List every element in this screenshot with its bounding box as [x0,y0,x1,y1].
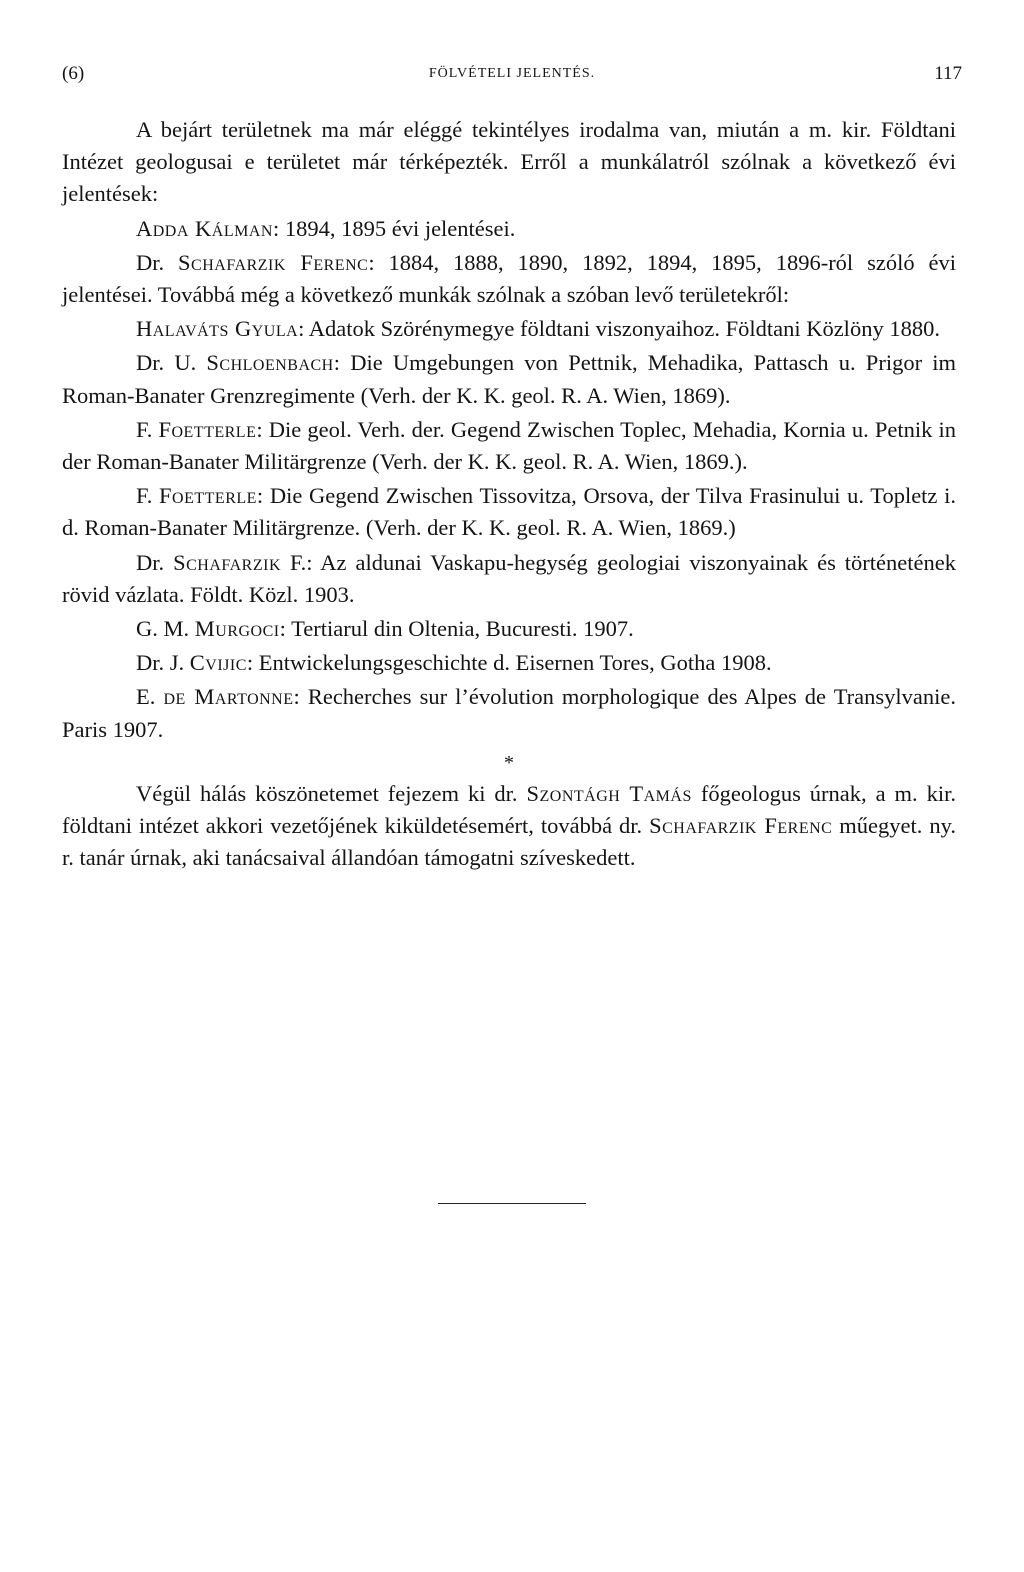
reference-entry [62,347,956,411]
reference-text: : 1894, 1895 évi jelentései. [272,215,516,241]
reference-text: : Recherches sur l’évolution morphologique des Alpes de Transylvanie. Paris 1907. [62,684,956,742]
reference-entry [62,647,956,679]
reference-author: de Martonne [163,684,294,710]
reference-entry [62,414,956,478]
reference-text: : Die geol. Verh. der. Gegend Zwischen Toplec, Mehadia, Kornia u. Petnik in der Roman-Banater Militärgrenze (Verh. der K. K. geol. R. A. Wien, 1869.). [62,416,956,475]
reference-text: : Tertiarul din Oltenia, Bucuresti. 1907. [279,616,634,642]
reference-text: : 1884, 1888, 1890, 1892, 1894, 1895, 1896-ról szóló évi jelentései. Továbbá még a következő munkák szólnak a szóban levő területekről: [62,249,956,308]
reference-author: Schafarzik [173,549,281,575]
reference-prefix: Dr. U. [136,350,207,376]
reference-entry [62,613,956,645]
reference-prefix: F. [136,416,159,442]
closing-text-1: Végül hálás köszönetemet fejezem ki dr. [136,780,527,806]
closing-text-2: főgeologus úrnak, a m. kir. földtani intézet akkori vezetőjének kiküldetésemért, továbbá dr. [62,780,956,839]
reference-entry [62,480,956,544]
reference-prefix: Dr. J. [136,650,190,676]
reference-entry [62,313,956,345]
reference-entry [62,681,956,745]
reference-text: : Die Umgebungen von Pettnik, Mehadika, Pattasch u. Prigor im Roman-Banater Grenzregimente (Verh. der K. K. geol. R. A. Wien, 1869). [62,350,957,408]
running-title: FÖLVÉTELI JELENTÉS. [428,66,596,81]
closing-name-1: Szontágh Tamás [526,780,692,806]
reference-entry [62,213,956,245]
reference-prefix: Dr. [136,249,179,275]
reference-author: Schafarzik Ferenc [178,249,369,275]
reference-text: F.: Az aldunai Vaskapu-hegység geologiai viszonyainak és történetének rövid vázlata. Földt. Közl. 1903. [62,549,957,607]
reference-text: : Adatok Szörénymegye földtani viszonyaihoz. Földtani Közlöny 1880. [298,316,940,342]
reference-author: Foetterle [158,416,257,442]
reference-prefix: F. [136,483,160,509]
reference-entry [62,247,956,311]
reference-author: Halaváts Gyula [136,316,299,342]
closing-name-2: Schafarzik Ferenc [649,813,833,839]
reference-author: Murgoci [194,616,280,642]
page-body [62,114,956,876]
reference-author: Adda Kálman [136,215,273,241]
reference-text: : Die Gegend Zwischen Tissovitza, Orsova, der Tilva Frasinului u. Topletz i. d. Roman-Banater Militärgrenze. (Verh. der K. K. geol. R. A. Wien, 1869.) [62,483,956,541]
intro-paragraph: A bejárt területnek ma már eléggé tekintélyes irodalma van, miután a m. kir. Földtani Intézet geologusai e területet már térképezték. Erről a munkálatról szólnak a következő évi jelentések: [62,117,956,207]
page-number: 117 [934,63,962,84]
page-number-left: (6) [62,63,85,84]
reference-prefix: E. [136,684,164,710]
reference-prefix: G. M. [136,616,195,642]
reference-entry [62,547,956,611]
reference-text: : Entwickelungsgeschichte d. Eisernen Tores, Gotha 1908. [246,650,772,676]
page-header [62,60,962,88]
section-separator-asterisk: * [504,751,514,774]
footer-rule [438,1203,586,1204]
reference-author: Schloenbach [206,350,334,376]
closing-text-3: műegyet. ny. r. tanár úrnak, aki tanácsaival állandóan támogatni szíveskedett. [62,813,956,871]
reference-prefix: Dr. [136,549,174,575]
reference-author: Foetterle [159,483,257,509]
closing-paragraph [62,778,956,875]
reference-author: Cvijic [189,650,247,676]
